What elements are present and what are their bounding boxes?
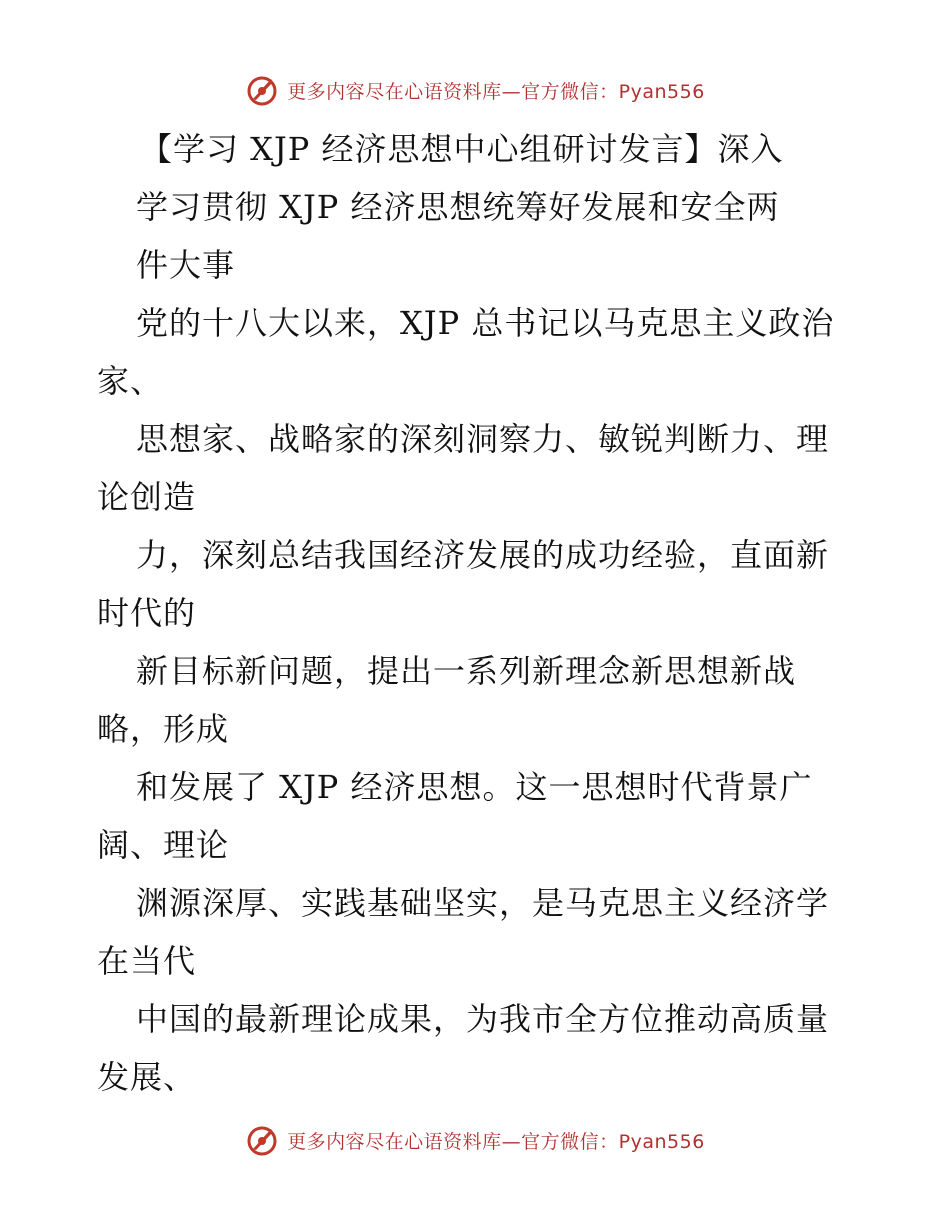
- body-line: 和发展了 XJP 经济思想。这一思想时代背景广: [136, 768, 813, 806]
- body-line: 略，形成: [97, 710, 230, 748]
- title-line-2: 学习贯彻 XJP 经济思想统筹好发展和安全两: [136, 188, 780, 226]
- body-line: 力，深刻总结我国经济发展的成功经验，直面新: [136, 536, 830, 574]
- body-line: 在当代: [97, 942, 197, 980]
- quill-logo-icon: [245, 73, 279, 107]
- title-line-3: 件大事: [136, 246, 236, 284]
- body-line: 家、: [97, 362, 164, 400]
- body-line: 党的十八大以来，XJP 总书记以马克思主义政治: [136, 304, 835, 342]
- body-line: 论创造: [97, 478, 197, 516]
- document-body: [0, 120, 950, 1106]
- body-line: 渊源深厚、实践基础坚实，是马克思主义经济学: [136, 884, 830, 922]
- body-line: 时代的: [97, 594, 197, 632]
- watermark-text: 更多内容尽在心语资料库—官方微信：Pyan556: [287, 80, 705, 103]
- body-line: 新目标新问题，提出一系列新理念新思想新战: [136, 652, 797, 690]
- watermark-text: 更多内容尽在心语资料库—官方微信：Pyan556: [287, 1130, 705, 1153]
- quill-logo-icon: [245, 1123, 279, 1157]
- body-line: 阔、理论: [97, 826, 230, 864]
- title-line-1: 【学习 XJP 经济思想中心组研讨发言】深入: [140, 130, 784, 168]
- footer-watermark: [0, 1120, 950, 1160]
- body-line: 发展、: [97, 1058, 197, 1096]
- header-watermark: [0, 70, 950, 110]
- body-line: 思想家、战略家的深刻洞察力、敏锐判断力、理: [136, 420, 830, 458]
- body-line: 中国的最新理论成果，为我市全方位推动高质量: [136, 1000, 830, 1038]
